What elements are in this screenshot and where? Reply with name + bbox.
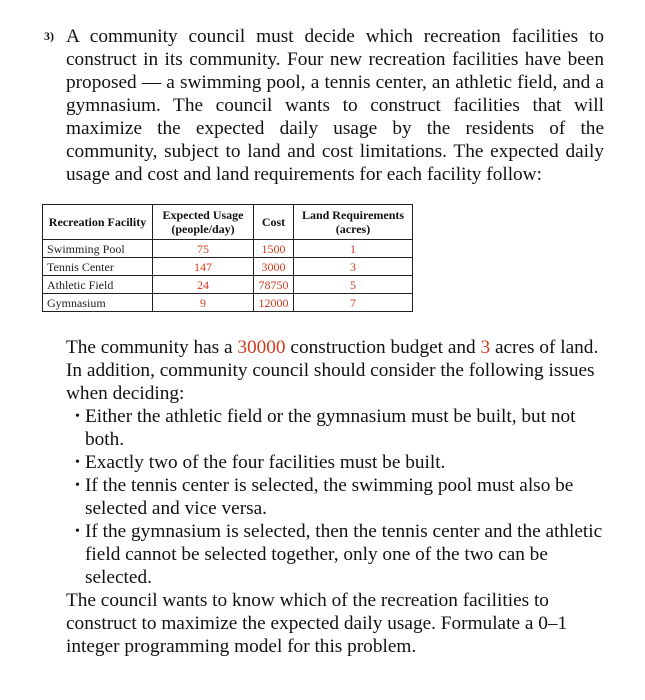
- facility-name: Tennis Center: [43, 258, 153, 276]
- list-item: [66, 520, 606, 589]
- problem-body: [66, 336, 606, 658]
- facility-land: 1: [294, 240, 413, 258]
- facility-name: Athletic Field: [43, 276, 153, 294]
- facility-usage: 9: [153, 294, 254, 312]
- facility-cost: 1500: [254, 240, 294, 258]
- issues-list: [66, 405, 606, 589]
- facility-land: 3: [294, 258, 413, 276]
- bullet-icon: •: [75, 409, 80, 424]
- header-usage: [153, 205, 254, 240]
- header-cost: [254, 205, 294, 240]
- facility-cost: 78750: [254, 276, 294, 294]
- facilities-table: [42, 204, 413, 312]
- list-item: [66, 474, 606, 520]
- bullet-icon: •: [75, 478, 80, 493]
- issue-text: Either the athletic field or the gymnasium must be built, but not both.: [85, 406, 576, 450]
- problem-intro: A community council must decide which recreation facilities to construct in its community. Four new recreation facilities have been proposed — a swimming pool, a tennis center, an athletic field, and a gymnasium. The council wants to construct facilities that will maximize the expected daily usage by the residents of the community, subject to land and cost limitations. The expected daily usage and cost and land requirements for each facility follow:: [66, 26, 604, 185]
- facility-cost: 3000: [254, 258, 294, 276]
- budget-paragraph: [66, 336, 606, 405]
- facility-land: 5: [294, 276, 413, 294]
- facility-usage: 24: [153, 276, 254, 294]
- bullet-icon: •: [75, 524, 80, 539]
- header-land-line2: (acres): [335, 222, 371, 236]
- header-usage-line2: (people/day): [171, 222, 235, 236]
- acres-value: 3: [480, 337, 491, 358]
- budget-text-mid: construction budget and: [285, 337, 481, 358]
- budget-text-post: acres of land. In addition, community council should consider the following issues when deciding:: [66, 337, 599, 404]
- closing-paragraph: The council wants to know which of the recreation facilities to construct to maximize the expected daily usage. Formulate a 0–1 integer programming model for this problem.: [66, 590, 568, 657]
- header-usage-line1: Expected Usage: [162, 208, 244, 222]
- question-number: 3): [44, 29, 54, 43]
- header-cost-label: Cost: [261, 215, 286, 229]
- header-land-line1: Land Requirements: [301, 208, 405, 222]
- header-facility: [43, 205, 153, 240]
- table-row: [43, 240, 413, 258]
- budget-value: 30000: [237, 337, 286, 358]
- facility-cost: 12000: [254, 294, 294, 312]
- table-header-row: [43, 205, 413, 240]
- table-row: [43, 276, 413, 294]
- bullet-icon: •: [75, 455, 80, 470]
- issue-text: If the tennis center is selected, the swimming pool must also be selected and vice versa.: [85, 475, 574, 519]
- facility-name: Gymnasium: [43, 294, 153, 312]
- budget-text-pre: The community has a: [66, 337, 238, 358]
- issue-text: Exactly two of the four facilities must be built.: [85, 452, 446, 473]
- facility-land: 7: [294, 294, 413, 312]
- table-row: [43, 258, 413, 276]
- header-land: [294, 205, 413, 240]
- table-row: [43, 294, 413, 312]
- facility-name: Swimming Pool: [43, 240, 153, 258]
- issue-text: If the gymnasium is selected, then the tennis center and the athletic field cannot be selected together, only one of the two can be selected.: [85, 521, 603, 588]
- facility-usage: 75: [153, 240, 254, 258]
- list-item: [66, 451, 606, 474]
- facility-usage: 147: [153, 258, 254, 276]
- header-facility-label: Recreation Facility: [48, 215, 147, 229]
- problem-block: [44, 25, 604, 186]
- list-item: [66, 405, 606, 451]
